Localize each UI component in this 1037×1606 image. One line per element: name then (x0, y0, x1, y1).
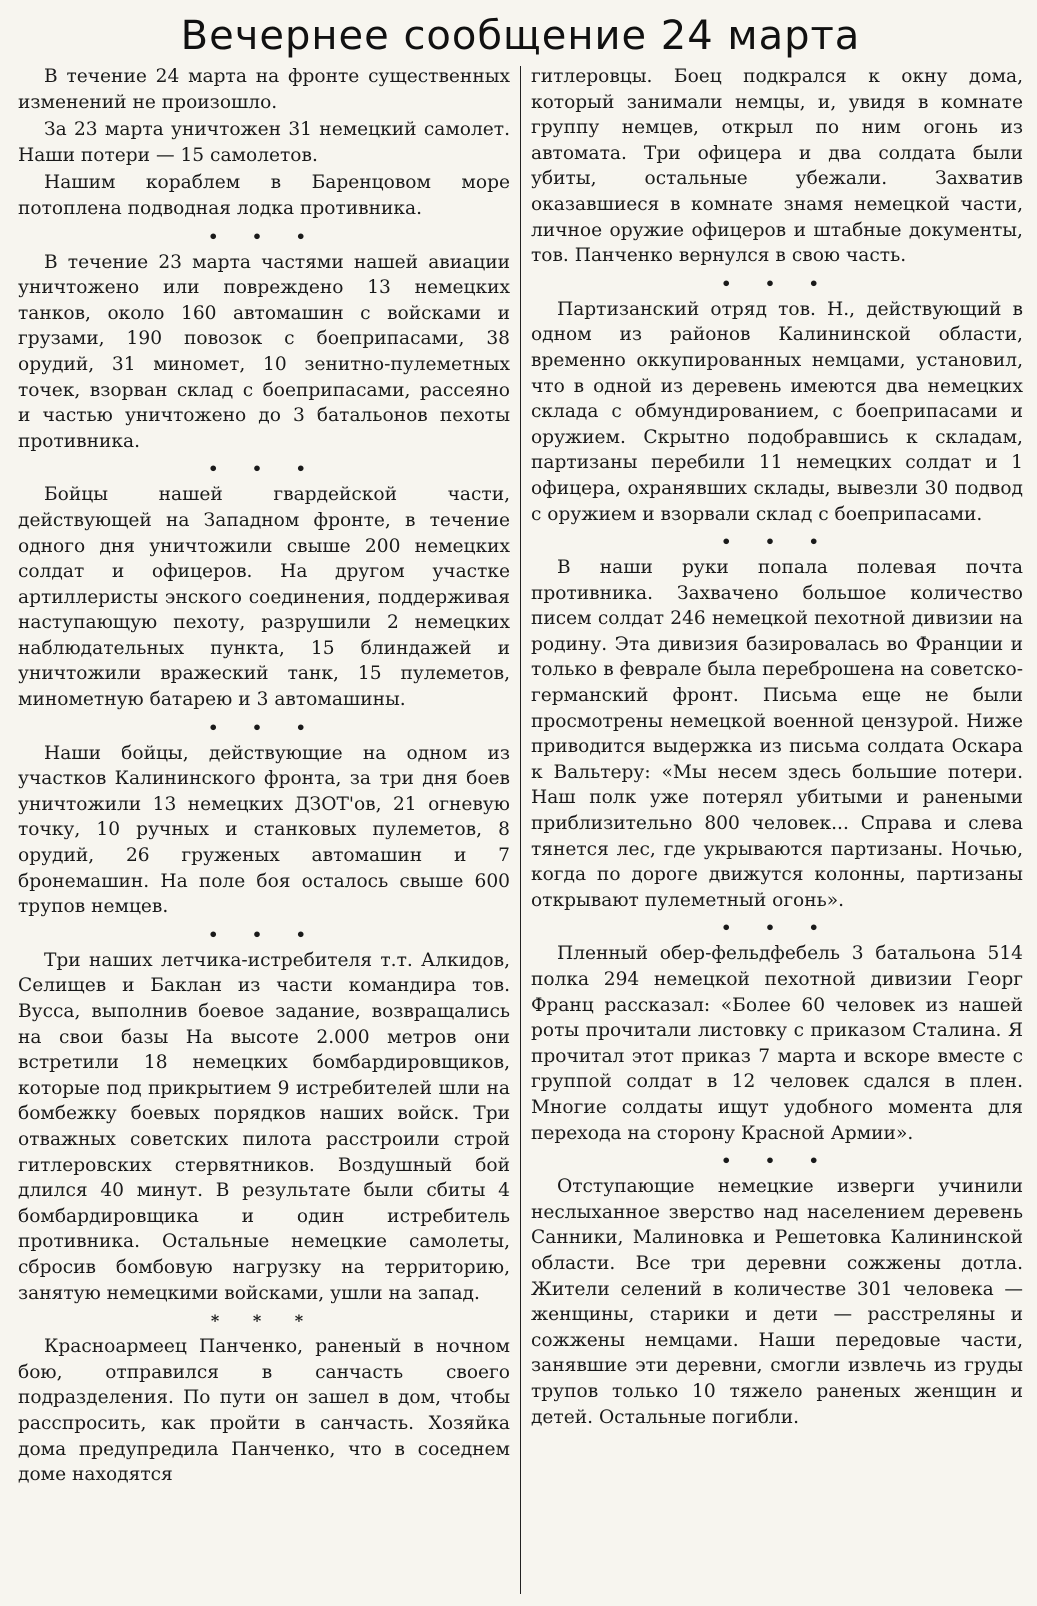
paragraph: Наши бойцы, действующие на одном из участков Калининского фронта, за три дня боев уничтожили 13 немецких ДЗОТ'ов, 21 огневую точку, 10 ручных и станковых пулеметов, 8 орудий, 26 груженых автомашин и 7 бронемашин. На поле боя осталось свыше 600 трупов немцев. (18, 742, 510, 918)
separator: • • • (721, 532, 833, 552)
separator: • • • (208, 924, 320, 944)
headline: Вечернее сообщение 24 марта (180, 13, 861, 59)
article-columns (18, 64, 1023, 1594)
paragraph: Пленный обер-фельдфебель 3 батальона 514 полка 294 немецкой пехотной дивизии Георг Франц рассказал: «Более 60 человек из нашей роты прочитали листовку с приказом Сталина. Я прочитал этот приказ 7 марта и вскоре вместе с группой солдат в 12 человек сдался в плен. Многие солдаты ищут удобного момента для перехода на сторону Красной Армии». (530, 943, 1023, 1144)
separator: * * * (210, 1311, 318, 1331)
paragraph: Бойцы нашей гвардейской части, действующей на Западном фронте, в течение одного дня уничтожили свыше 200 немецких солдат и офицеров. На другом участке артиллеристы энского соединения, поддерживая наступающую пехоту, разрушили 2 немецких наблюдательных пункта, 15 блиндажей и уничтожили вражеский танк, 15 пулеметов, минометную батарею и 3 автомашины. (18, 484, 510, 711)
separator: • • • (721, 918, 833, 938)
paragraph: Отступающие немецкие изверги учинили неслыханное зверство над населением деревень Санники, Малиновка и Решетовка Калининской области. Все три деревни сожжены дотла. Жители селений в количестве 301 человека — женщины, старики и дети — расстреляны и сожжены немцами. Наши передовые части, занявшие эти деревни, смогли извлечь из груды трупов только 10 тяжело раненых женщин и детей. Остальные погибли. (530, 1176, 1023, 1428)
paragraph: Красноармеец Панченко, раненый в ночном бою, отправился в санчасть своего подразделения. По пути он зашел в дом, чтобы расспросить, как пройти в санчасть. Хозяйка дома предупредила Панченко, что в соседнем доме находятся (18, 1336, 510, 1486)
paragraph: В течение 24 марта на фронте существенных изменений не произошло. (18, 66, 510, 113)
paragraph: В течение 23 марта частями нашей авиации уничтожено или повреждено 13 немецких танков, около 160 автомашин с войсками и грузами, 190 повозок с боеприпасами, 38 орудий, 31 миномет, 10 зенитно-пулеметных точек, взорван склад с боеприпасами, рассеяно и частью уничтожено до 3 батальонов пехоты противника. (18, 251, 510, 452)
separator: • • • (721, 1151, 833, 1171)
separator: • • • (208, 226, 320, 246)
left-column (18, 64, 520, 1594)
separator: • • • (721, 273, 833, 293)
separator: • • • (208, 459, 320, 479)
paragraph: В наши руки попала полевая почта противника. Захвачено большое количество писем солдат 246 немецкой пехотной дивизии на родину. Эта дивизия базировалась во Франции и только в феврале была переброшена на советско-германский фронт. Письма еще не были просмотрены немецкой военной цензурой. Ниже приводится выдержка из письма солдата Оскара к Вальтеру: «Мы несем здесь большие потери. Наш полк уже потерял убитыми и ранеными приблизительно 800 человек... Справа и слева тянется лес, где укрываются партизаны. Ночью, когда по дороге движутся колонны, партизаны открывают пулеметный огонь». (530, 557, 1023, 911)
paragraph: За 23 марта уничтожен 31 немецкий самолет. Наши потери — 15 самолетов. (18, 119, 510, 166)
separator: • • • (208, 717, 320, 737)
right-column (521, 64, 1023, 1594)
paragraph: Три наших летчика-истребителя т.т. Алкидов, Селищев и Баклан из части командира тов. Вусса, выполнив боевое задание, возвращались на свои базы На высоте 2.000 метров они встретили 18 немецких бомбардировщиков, которые под прикрытием 9 истребителей шли на бомбежку боевых порядков наших войск. Три отважных советских пилота расстроили строй гитлеровских стервятников. Воздушный бой длился 40 минут. В результате были сбиты 4 бомбардировщика и один истребитель противника. Остальные немецкие самолеты, сбросив бомбовую нагрузку на территорию, занятую немецкими войсками, ушли на запад. (18, 949, 510, 1304)
paragraph: Партизанский отряд тов. Н., действующий в одном из районов Калининской области, временно оккупированных немцами, установил, что в одной из деревень имеются два немецких склада с обмундированием, с боеприпасами и оружием. Скрытно подобравшись к складам, партизаны перебили 11 немецких солдат и 1 офицера, охранявших склады, вывезли 30 подвод с оружием и взорвали склад с боеприпасами. (530, 298, 1023, 525)
paragraph: Нашим кораблем в Баренцовом море потоплена подводная лодка противника. (18, 172, 510, 219)
paragraph: гитлеровцы. Боец подкрался к окну дома, который занимали немцы, и, увидя в комнате группу немцев, открыл по ним огонь из автомата. Три офицера и два солдата были убиты, остальные убежали. Захватив оказавшиеся в комнате знамя немецкой части, личное оружие офицеров и штабные документы, тов. Панченко вернулся в свою часть. (530, 66, 1023, 267)
